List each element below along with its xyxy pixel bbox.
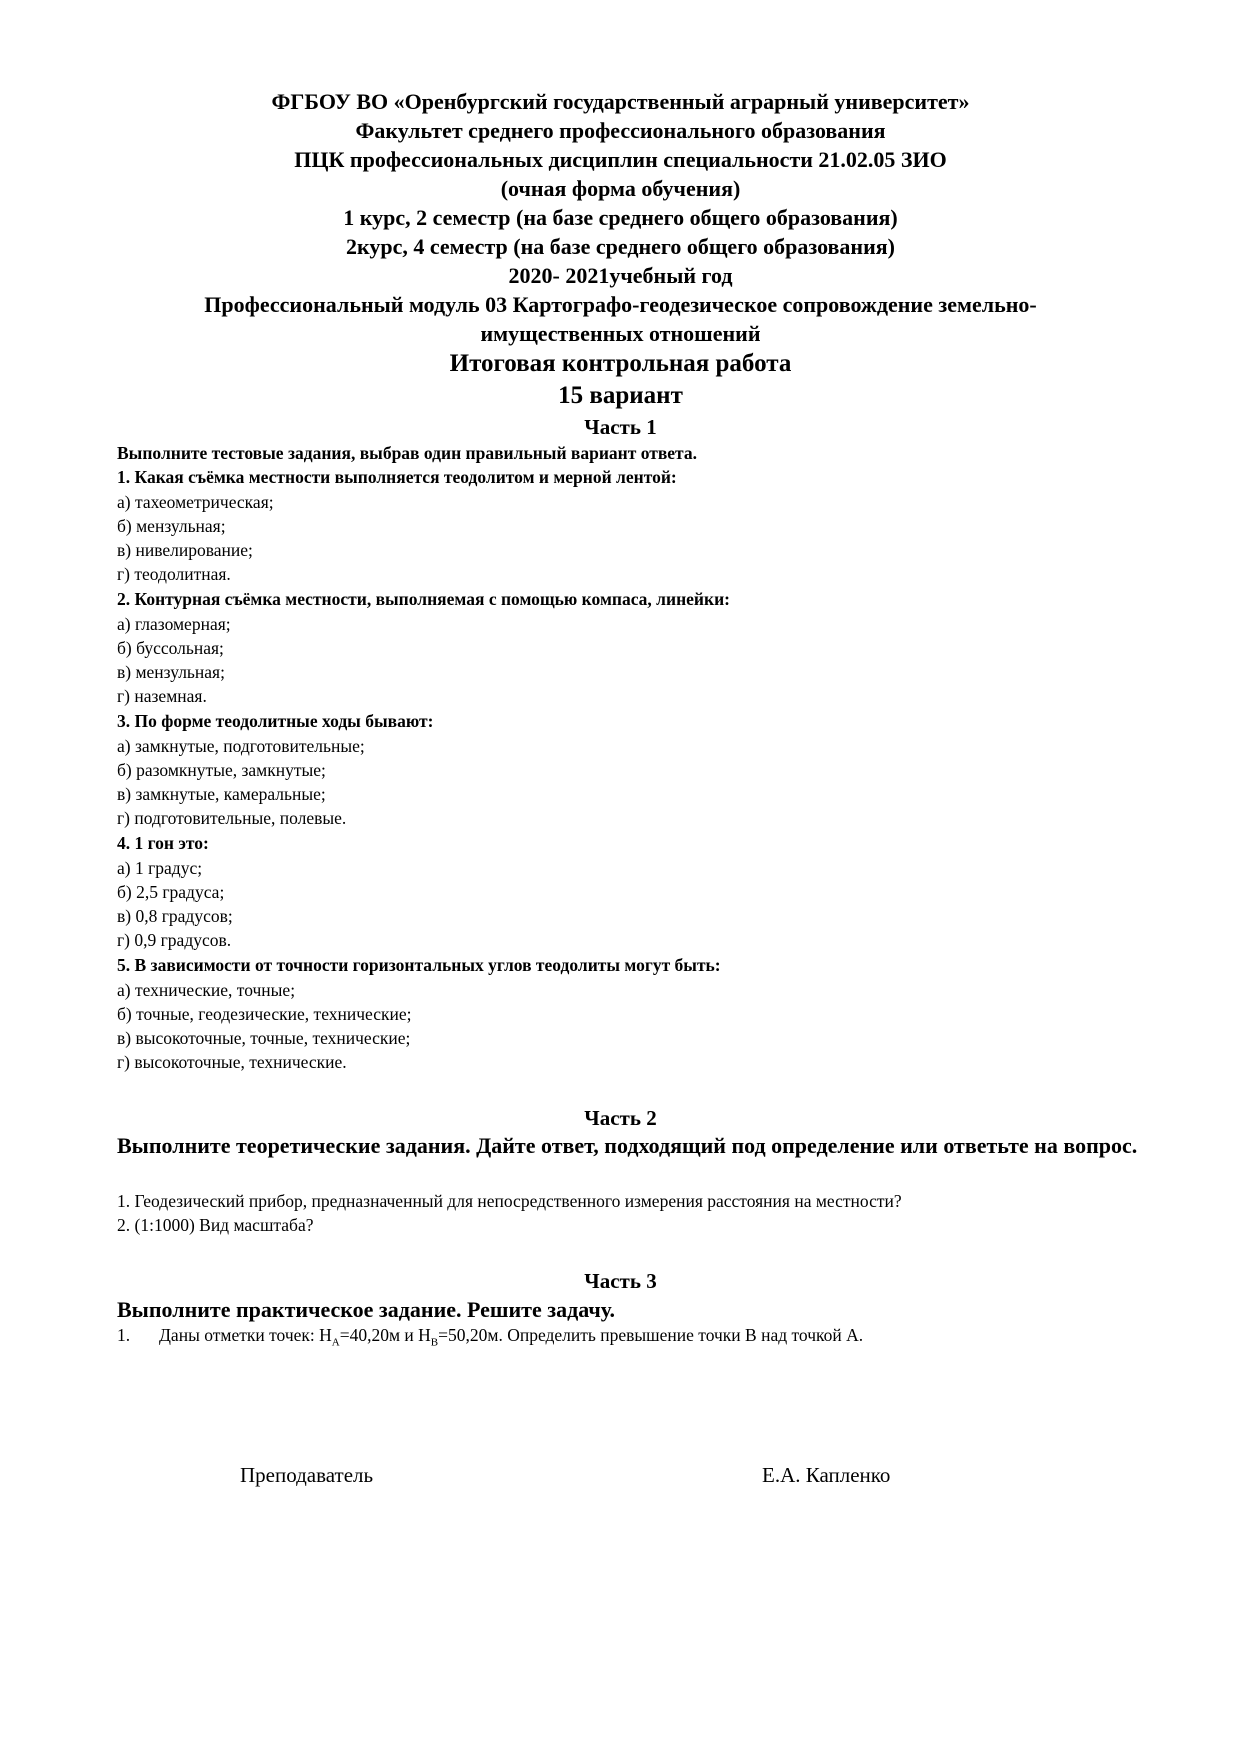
task-number: 1. bbox=[117, 1325, 131, 1345]
part3-heading: Часть 3 bbox=[584, 1269, 657, 1293]
answer-option: в) 0,8 градусов; bbox=[117, 906, 233, 926]
question-text: 1. Какая съёмка местности выполняется теодолитом и мерной лентой: bbox=[117, 467, 677, 487]
part1-instruction: Выполните тестовые задания, выбрав один правильный вариант ответа. bbox=[117, 443, 697, 463]
answer-option: б) точные, геодезические, технические; bbox=[117, 1004, 412, 1024]
answer-option: б) разомкнутые, замкнутые; bbox=[117, 760, 326, 780]
question-text: 4. 1 гон это: bbox=[117, 833, 209, 853]
answer-option: а) технические, точные; bbox=[117, 980, 296, 1000]
academic-year: 2020- 2021учебный год bbox=[508, 263, 733, 288]
module-title-line-2: имущественных отношений bbox=[480, 321, 761, 346]
answer-option: в) высокоточные, точные, технические; bbox=[117, 1028, 411, 1048]
department-name: ПЦК профессиональных дисциплин специальности 21.02.05 ЗИО bbox=[294, 147, 947, 172]
answer-option: б) мензульная; bbox=[117, 516, 226, 536]
answer-option: в) нивелирование; bbox=[117, 540, 253, 560]
question-text: 3. По форме теодолитные ходы бывают: bbox=[117, 711, 434, 731]
part2-question: 1. Геодезический прибор, предназначенный для непосредственного измерения расстояния на местности? bbox=[117, 1191, 902, 1211]
subscript-a: A bbox=[331, 1336, 340, 1349]
answer-option: б) буссольная; bbox=[117, 638, 224, 658]
answer-option: а) 1 градус; bbox=[117, 858, 203, 878]
answer-option: г) 0,9 градусов. bbox=[117, 930, 232, 950]
answer-option: а) тахеометрическая; bbox=[117, 492, 274, 512]
task-text-mid: =40,20м и H bbox=[339, 1325, 431, 1345]
faculty-name: Факультет среднего профессионального образования bbox=[355, 118, 886, 143]
part3-instruction: Выполните практическое задание. Решите задачу. bbox=[117, 1297, 616, 1322]
answer-option: в) мензульная; bbox=[117, 662, 225, 682]
variant-label: 15 вариант bbox=[558, 382, 683, 409]
university-name: ФГБОУ ВО «Оренбургский государственный аграрный университет» bbox=[271, 89, 970, 114]
course-line-2: 2курс, 4 семестр (на базе среднего общего образования) bbox=[346, 234, 895, 259]
signature-name: Е.А. Капленко bbox=[762, 1463, 891, 1487]
answer-option: б) 2,5 градуса; bbox=[117, 882, 225, 902]
part3-task bbox=[117, 1324, 863, 1354]
study-form: (очная форма обучения) bbox=[500, 176, 741, 201]
answer-option: в) замкнутые, камеральные; bbox=[117, 784, 326, 804]
signature-role: Преподаватель bbox=[240, 1463, 374, 1487]
course-line-1: 1 курс, 2 семестр (на базе среднего общего образования) bbox=[343, 205, 898, 230]
part2-question: 2. (1:1000) Вид масштаба? bbox=[117, 1215, 314, 1235]
task-text-prefix: Даны отметки точек: H bbox=[159, 1325, 332, 1345]
question-text: 2. Контурная съёмка местности, выполняемая с помощью компаса, линейки: bbox=[117, 589, 731, 609]
answer-option: а) глазомерная; bbox=[117, 614, 231, 634]
answer-option: г) высокоточные, технические. bbox=[117, 1052, 347, 1072]
part2-instruction: Выполните теоретические задания. Дайте ответ, подходящий под определение или ответьте на вопрос. bbox=[117, 1133, 1138, 1158]
document-title: Итоговая контрольная работа bbox=[449, 350, 792, 377]
module-title-line-1: Профессиональный модуль 03 Картографо-геодезическое сопровождение земельно- bbox=[204, 292, 1037, 317]
answer-option: г) наземная. bbox=[117, 686, 207, 706]
answer-option: а) замкнутые, подготовительные; bbox=[117, 736, 365, 756]
part1-heading: Часть 1 bbox=[584, 415, 657, 439]
question-text: 5. В зависимости от точности горизонтальных углов теодолиты могут быть: bbox=[117, 955, 721, 975]
task-text-suffix: =50,20м. Определить превышение точки В над точкой А. bbox=[438, 1325, 864, 1345]
answer-option: г) подготовительные, полевые. bbox=[117, 808, 347, 828]
answer-option: г) теодолитная. bbox=[117, 564, 231, 584]
part2-heading: Часть 2 bbox=[584, 1106, 657, 1130]
subscript-b: B bbox=[430, 1336, 439, 1349]
